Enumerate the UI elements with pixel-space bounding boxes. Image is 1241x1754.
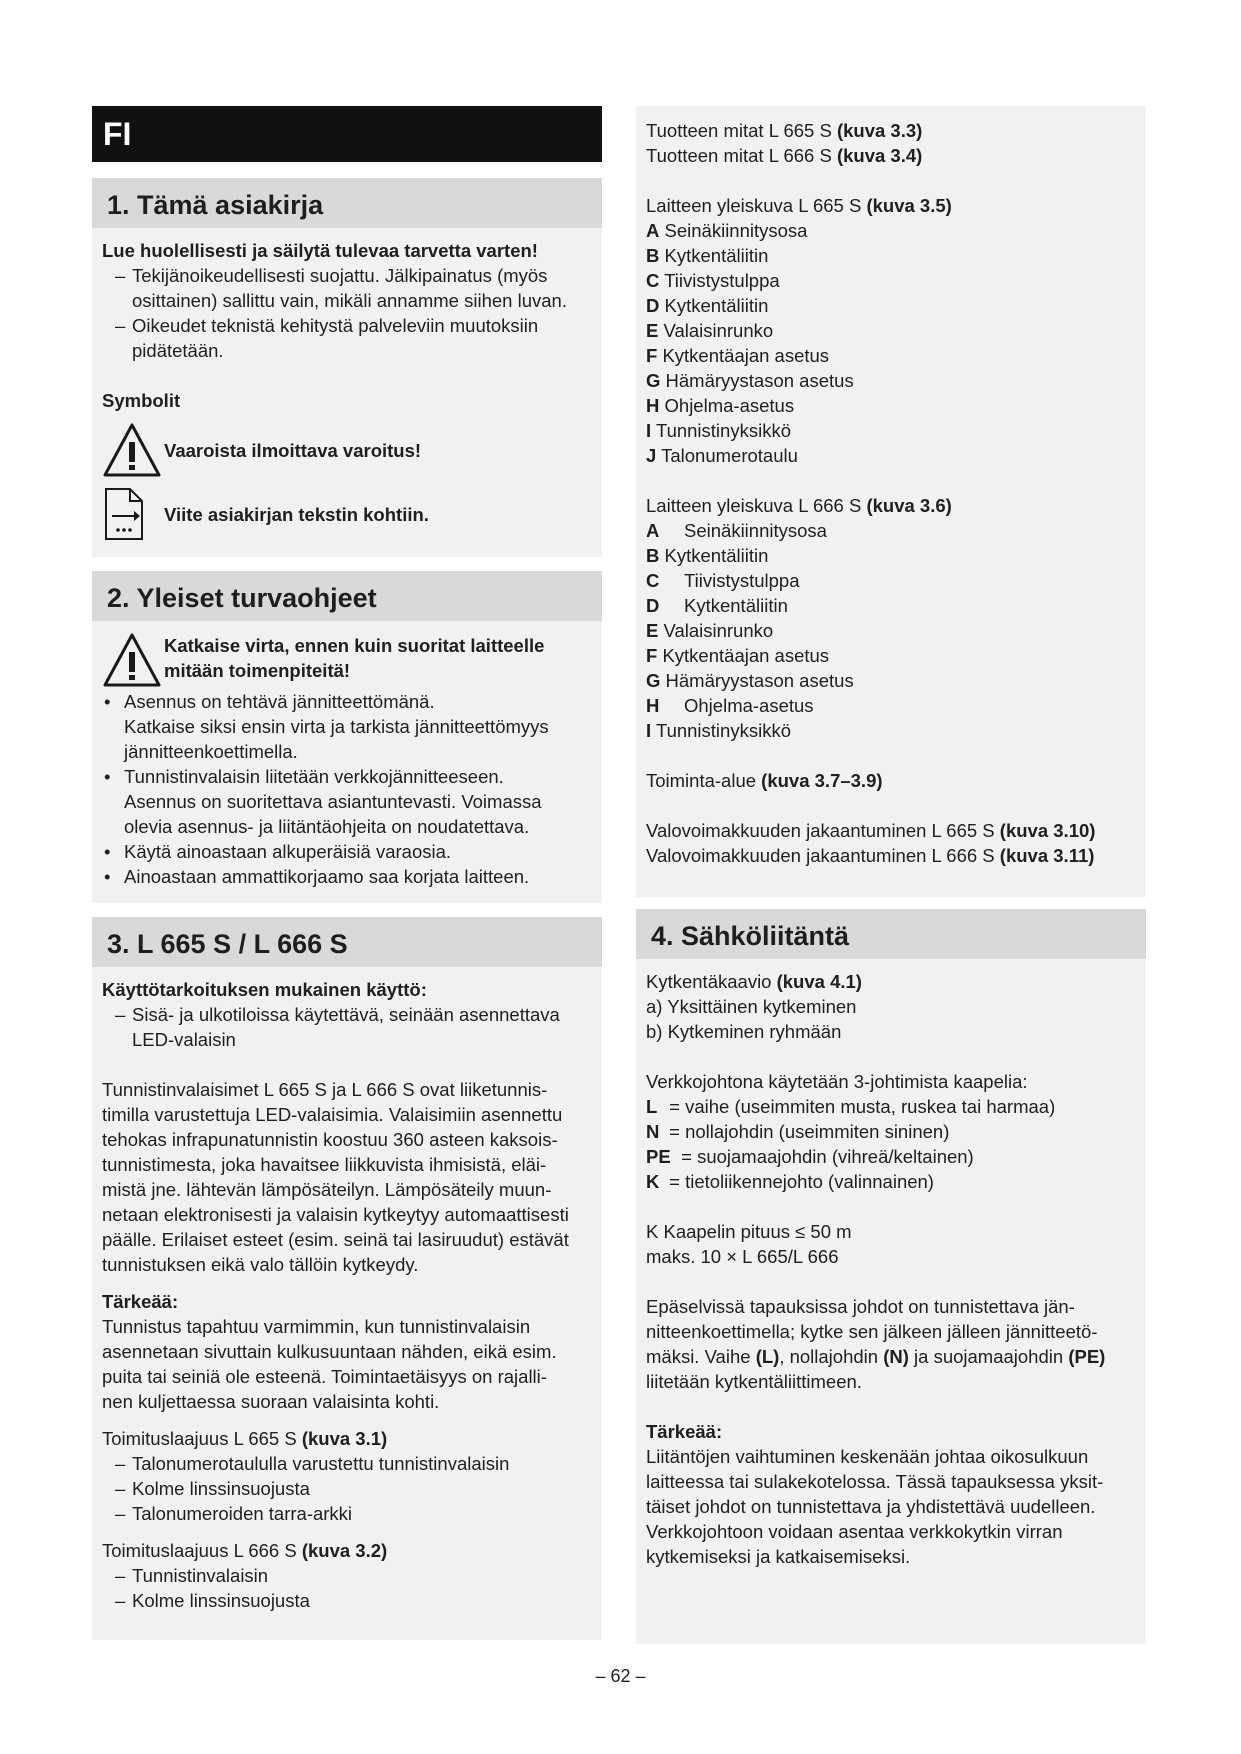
scope-2-heading: Toimituslaajuus L 666 S (kuva 3.2) [102, 1540, 388, 1561]
section-3 [92, 917, 602, 1640]
section-2-warning: Katkaise virta, ennen kuin suoritat laitteelle mitään toimenpiteitä! [102, 631, 592, 689]
important-heading: Tärkeää: [646, 1421, 723, 1442]
description: Tunnistinvalaisimet L 665 S ja L 666 S ovat liiketunnis- timilla varustettuja LED-valaisimia. Valaisimiin asennettu tehokas infrapunatunnistin koostuu 360 asteen kaksois- tunnistimesta, joka havaitsee liikkuvista ihmisistä, eläi- mistä jne. lähtevän lämpösäteilyn. Lämpösäteily muun- netaan elektronisesti ja valaisin kytkeytyy automaattisesti päälle. Erilaiset esteet (esim. seinä tai lasiruudut) estävät tunnistuksen eikä valo tällöin kytkeydy. [102, 1079, 569, 1275]
right-column [636, 106, 1146, 1644]
list-item: A Seinäkiinnitysosa [646, 220, 808, 241]
list-item: E Valaisinrunko [646, 320, 774, 341]
cable-max: maks. 10 × L 665/L 666 [646, 1246, 839, 1267]
list-item: B Kytkentäliitin [646, 245, 769, 266]
list-item: G Hämäryystason asetus [646, 370, 854, 391]
list-item: – Tunnistinvalaisin [115, 1565, 269, 1586]
list-item: F Kytkentäajan asetus [646, 345, 830, 366]
list-item: I Tunnistinyksikkö [646, 420, 791, 441]
list-item: H Ohjelma-asetus [646, 695, 814, 716]
overview-665-heading: Laitteen yleiskuva L 665 S (kuva 3.5) [646, 195, 952, 216]
list-item: J Talonumerotaulu [646, 445, 798, 466]
cable-intro: Verkkojohtona käytetään 3-johtimista kaapelia: [646, 1071, 1028, 1092]
unclear-text: Epäselvissä tapauksissa johdot on tunnistettava jän- nitteenkoettimella; kytke sen jälkeen jälleen jännitteetö- mäksi. Vaihe (L), nollajohdin (N) ja suojamaajohdin (PE) liitetään kytkentäliittimeen. [646, 1296, 1106, 1392]
section-2-title: 2. Yleiset turvaohjeet [92, 571, 602, 621]
document-reference-icon [102, 486, 146, 542]
list-item: • Asennus on tehtävä jännitteettömänä. Katkaise siksi ensin virta ja tarkista jännitteettömyys jännitteenkoettimella. [104, 691, 549, 762]
left-column [92, 106, 602, 1640]
diagram-heading: Kytkentäkaavio (kuva 4.1) [646, 971, 862, 992]
warning-triangle-icon [102, 422, 162, 478]
list-item: B Kytkentäliitin [646, 545, 769, 566]
list-item: – Tekijänoikeudellisesti suojattu. Jälkipainatus (myös osittainen) sallittu vain, mikäli annamme siihen luvan. [115, 265, 567, 311]
list-item: N = nollajohdin (useimmiten sininen) [646, 1121, 950, 1142]
section-3-continued [636, 106, 1146, 897]
symbol-reference-row [102, 485, 592, 543]
use-heading: Käyttötarkoituksen mukainen käyttö: [102, 979, 427, 1000]
dimensions-665: Tuotteen mitat L 665 S (kuva 3.3) [646, 120, 923, 141]
important-text: Liitäntöjen vaihtuminen keskenään johtaa oikosulkuun laitteessa tai sulakekotelossa. Tässä tapauksessa yksit- täiset johdot on tunnistettava ja yhdistettävä uudelleen. Verkkojohtoon voidaan asentaa verkkokytkin virran kytkemiseksi ja katkaisemiseksi. [646, 1446, 1104, 1567]
symbol-reference-text: Viite asiakirjan tekstin kohtiin. [164, 503, 429, 525]
diagram-b: b) Kytkeminen ryhmään [646, 1021, 842, 1042]
list-item: – Sisä- ja ulkotiloissa käytettävä, seinään asennettava LED-valaisin [115, 1004, 560, 1050]
list-item: • Käytä ainoastaan alkuperäisiä varaosia. [104, 841, 452, 862]
page-number: – 62 – [595, 1666, 646, 1686]
list-item: – Talonumerotaululla varustettu tunnistinvalaisin [115, 1453, 510, 1474]
list-item: • Tunnistinvalaisin liitetään verkkojännitteeseen. Asennus on suoritettava asiantuntevasti. Voimassa olevia asennus- ja liitäntäohjeita on noudatettava. [104, 766, 542, 837]
list-item: – Talonumeroiden tarra-arkki [115, 1503, 353, 1524]
luminous-665: Valovoimakkuuden jakaantuminen L 665 S (kuva 3.10) [646, 820, 1096, 841]
range-heading: Toiminta-alue (kuva 3.7–3.9) [646, 770, 883, 791]
list-item: D Kytkentäliitin [646, 295, 769, 316]
list-item: L = vaihe (useimmiten musta, ruskea tai harmaa) [646, 1096, 1056, 1117]
list-item: A Seinäkiinnitysosa [646, 520, 827, 541]
symbols-heading: Symbolit [102, 390, 181, 411]
warning-triangle-icon [102, 632, 162, 688]
list-item: – Kolme linssinsuojusta [115, 1590, 310, 1611]
section-4 [636, 909, 1146, 1644]
list-item: H Ohjelma-asetus [646, 395, 795, 416]
dimensions-666: Tuotteen mitat L 666 S (kuva 3.4) [646, 145, 923, 166]
luminous-666: Valovoimakkuuden jakaantuminen L 666 S (kuva 3.11) [646, 845, 1095, 866]
list-item: F Kytkentäajan asetus [646, 645, 830, 666]
symbol-warning-text: Vaaroista ilmoittava varoitus! [164, 439, 422, 461]
list-item: G Hämäryystason asetus [646, 670, 854, 691]
symbol-warning-row [102, 421, 592, 479]
list-item: C Tiivistystulppa [646, 570, 800, 591]
list-item: E Valaisinrunko [646, 620, 774, 641]
list-item: • Ainoastaan ammattikorjaamo saa korjata laitteen. [104, 866, 530, 887]
important-text: Tunnistus tapahtuu varmimmin, kun tunnistinvalaisin asennetaan sivuttain kulkusuuntaan nähden, eikä esim. puita tai seiniä ole esteenä. Toimintaetäisyys on rajalli- nen kuljettaessa suoraan valaisinta kohti. [102, 1316, 557, 1412]
list-item: C Tiivistystulppa [646, 270, 780, 291]
section-1-title: 1. Tämä asiakirja [92, 178, 602, 228]
list-item: – Oikeudet teknistä kehitystä palveleviin muutoksiin pidätetään. [115, 315, 539, 361]
list-item: K = tietoliikennejohto (valinnainen) [646, 1171, 934, 1192]
list-item: D Kytkentäliitin [646, 595, 788, 616]
cable-length: K Kaapelin pituus ≤ 50 m [646, 1221, 852, 1242]
section-3-title: 3. L 665 S / L 666 S [92, 917, 602, 967]
diagram-a: a) Yksittäinen kytkeminen [646, 996, 857, 1017]
scope-1-heading: Toimituslaajuus L 665 S (kuva 3.1) [102, 1428, 388, 1449]
list-item: PE = suojamaajohdin (vihreä/keltainen) [646, 1146, 974, 1167]
section-4-title: 4. Sähköliitäntä [636, 909, 1146, 959]
section-1-intro: Lue huolellisesti ja säilytä tulevaa tarvetta varten! [102, 240, 538, 261]
overview-666-heading: Laitteen yleiskuva L 666 S (kuva 3.6) [646, 495, 952, 516]
section-1 [92, 178, 602, 557]
section-2 [92, 571, 602, 903]
list-item: – Kolme linssinsuojusta [115, 1478, 310, 1499]
list-item: I Tunnistinyksikkö [646, 720, 791, 741]
language-bar: FI [92, 106, 602, 162]
important-heading: Tärkeää: [102, 1291, 179, 1312]
